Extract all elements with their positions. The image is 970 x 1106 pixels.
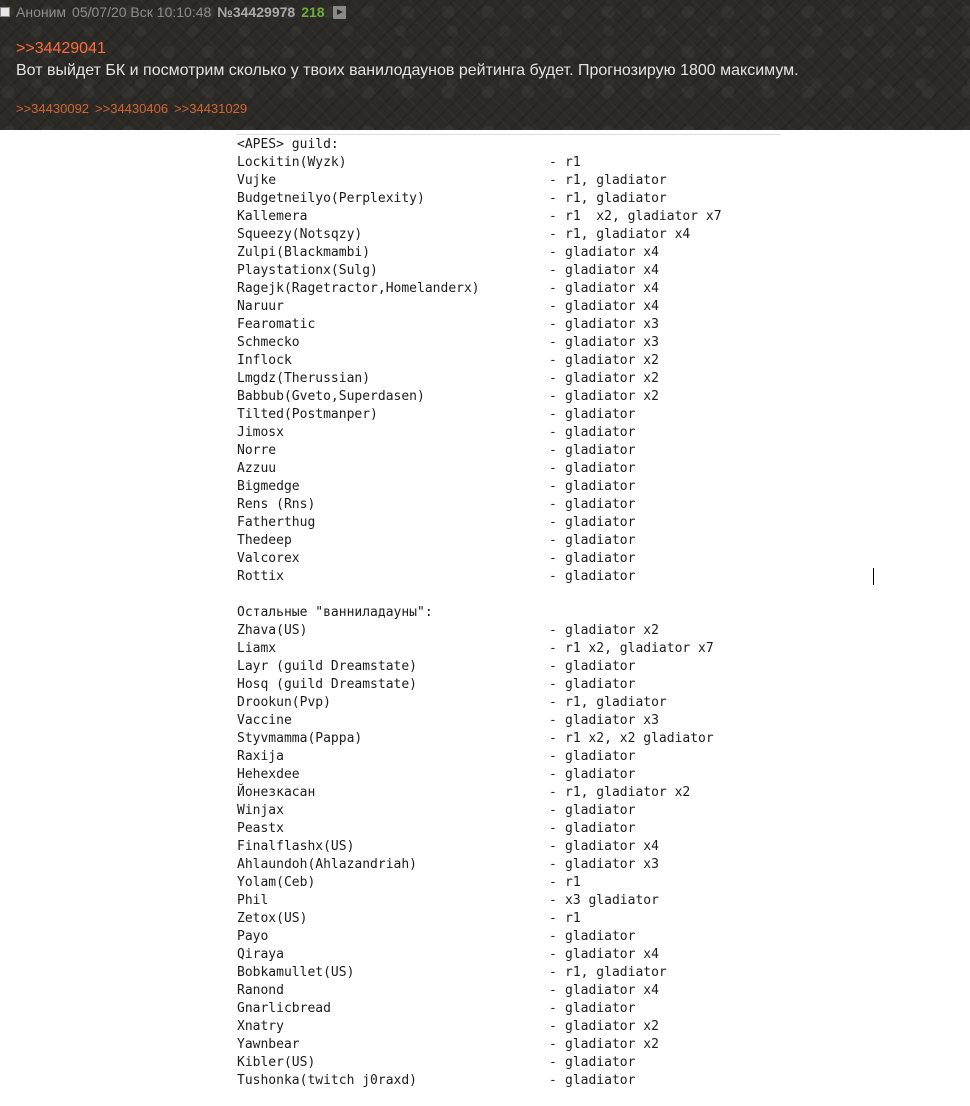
separator-dash: - (549, 767, 557, 782)
separator-dash: - (549, 1073, 557, 1088)
player-listing (0, 130, 970, 1106)
player-rank: r1 x2, gladiator x7 (565, 641, 714, 656)
separator-dash: - (549, 245, 557, 260)
separator-dash: - (549, 299, 557, 314)
separator-dash: - (549, 983, 557, 998)
player-name: Йонезкасан (237, 785, 316, 800)
player-rank: gladiator x3 (565, 713, 659, 728)
separator-dash: - (549, 947, 557, 962)
player-name: Ahlaundoh(Ahlazandriah) (237, 857, 418, 872)
section-title-others: Остальные "ванниладауны": (237, 605, 433, 620)
player-rank: r1, gladiator x4 (565, 227, 691, 242)
player-name: Finalflashx(US) (237, 839, 355, 854)
separator-dash: - (549, 893, 557, 908)
player-rank: r1, gladiator (565, 695, 667, 710)
separator-dash: - (549, 839, 557, 854)
player-rank: r1, gladiator (565, 173, 667, 188)
player-rank: r1 x2, x2 gladiator (565, 731, 714, 746)
post (0, 0, 970, 130)
post-count: 218 (301, 4, 325, 20)
player-rank: gladiator (565, 551, 636, 566)
player-rank: gladiator x2 (565, 623, 659, 638)
player-rank: gladiator (565, 497, 636, 512)
separator-dash: - (549, 569, 557, 584)
player-rank: r1, gladiator (565, 191, 667, 206)
player-rank: x3 gladiator (565, 893, 659, 908)
player-rank: gladiator x4 (565, 281, 659, 296)
player-name: Norre (237, 443, 277, 458)
separator-dash: - (549, 335, 557, 350)
player-rank: gladiator x3 (565, 335, 659, 350)
player-rank: gladiator (565, 821, 636, 836)
player-rank: r1 (565, 155, 581, 170)
player-rank: gladiator (565, 803, 636, 818)
player-rank: gladiator (565, 515, 636, 530)
player-name: Yolam(Ceb) (237, 875, 316, 890)
separator-dash: - (549, 281, 557, 296)
player-name: Kibler(US) (237, 1055, 316, 1070)
text-cursor (873, 568, 874, 585)
player-rank: gladiator (565, 533, 636, 548)
player-name: Hosq (guild Dreamstate) (237, 677, 418, 692)
player-name: Phil (237, 893, 269, 908)
player-name: Zhava(US) (237, 623, 308, 638)
player-rank: gladiator (565, 479, 636, 494)
separator-dash: - (549, 425, 557, 440)
separator-dash: - (549, 911, 557, 926)
player-rank: gladiator (565, 1073, 636, 1088)
player-name: Layr (guild Dreamstate) (237, 659, 418, 674)
post-replies (16, 101, 247, 116)
player-rank: gladiator (565, 677, 636, 692)
separator-dash: - (549, 317, 557, 332)
player-name: Xnatry (237, 1019, 284, 1034)
player-rank: gladiator (565, 1055, 636, 1070)
player-name: Peastx (237, 821, 284, 836)
reply-ref[interactable]: >>34430406 (95, 101, 169, 116)
separator-dash: - (549, 497, 557, 512)
player-rank: gladiator (565, 1001, 636, 1016)
player-rank: gladiator x3 (565, 857, 659, 872)
player-name: Lmgdz(Therussian) (237, 371, 371, 386)
player-rank: gladiator (565, 443, 636, 458)
post-message: Вот выйдет БК и посмотрим сколько у твоих ванилодаунов рейтинга будет. Прогнозирую 1800 максимум. (16, 62, 799, 79)
separator-dash: - (549, 443, 557, 458)
separator-dash: - (549, 551, 557, 566)
separator-dash: - (549, 857, 557, 872)
separator-dash: - (549, 389, 557, 404)
player-rank: gladiator x4 (565, 263, 659, 278)
separator-dash: - (549, 1055, 557, 1070)
play-icon[interactable] (333, 6, 346, 19)
player-rank: gladiator x2 (565, 371, 659, 386)
player-name: Azzuu (237, 461, 277, 476)
player-name: Drookun(Pvp) (237, 695, 331, 710)
player-name: Bigmedge (237, 479, 300, 494)
separator-dash: - (549, 173, 557, 188)
separator-dash: - (549, 407, 557, 422)
player-name: Ranond (237, 983, 284, 998)
player-name: Rottix (237, 569, 284, 584)
player-name: Liamx (237, 641, 277, 656)
player-name: Hehexdee (237, 767, 300, 782)
player-name: Budgetneilyo(Perplexity) (237, 191, 425, 206)
player-name: Ragejk(Ragetractor,Homelanderx) (237, 281, 480, 296)
separator-dash: - (549, 371, 557, 386)
post-author: Аноним (16, 4, 67, 20)
reply-link[interactable]: >>34429041 (16, 40, 106, 57)
separator-dash: - (549, 479, 557, 494)
post-date: 05/07/20 Вск 10:10:48 (72, 4, 212, 20)
player-name: Jimosx (237, 425, 284, 440)
separator-dash: - (549, 353, 557, 368)
player-name: Playstationx(Sulg) (237, 263, 378, 278)
player-name: Qiraya (237, 947, 284, 962)
player-name: Lockitin(Wyzk) (237, 155, 347, 170)
separator-dash: - (549, 965, 557, 980)
player-name: Tilted(Postmanper) (237, 407, 378, 422)
player-name: Squeezy(Notsqzy) (237, 227, 363, 242)
player-rank: gladiator (565, 461, 636, 476)
player-rank: gladiator x2 (565, 1019, 659, 1034)
player-rank: gladiator x2 (565, 389, 659, 404)
divider (236, 134, 781, 135)
separator-dash: - (549, 803, 557, 818)
player-name: Kallemera (237, 209, 308, 224)
reply-ref[interactable]: >>34431029 (174, 101, 248, 116)
player-name: Thedeep (237, 533, 292, 548)
player-rank: gladiator x4 (565, 245, 659, 260)
player-name: Payo (237, 929, 269, 944)
separator-dash: - (549, 713, 557, 728)
player-name: Bobkamullet(US) (237, 965, 355, 980)
post-select-checkbox[interactable] (0, 7, 10, 17)
player-rank: gladiator (565, 929, 636, 944)
separator-dash: - (549, 659, 557, 674)
separator-dash: - (549, 461, 557, 476)
player-rank: r1, gladiator x2 (565, 785, 691, 800)
separator-dash: - (549, 155, 557, 170)
separator-dash: - (549, 227, 557, 242)
player-name: Schmecko (237, 335, 300, 350)
separator-dash: - (549, 533, 557, 548)
player-name: Zetox(US) (237, 911, 308, 926)
player-rank: gladiator (565, 569, 636, 584)
player-name: Styvmamma(Pappa) (237, 731, 363, 746)
player-rank: r1, gladiator (565, 965, 667, 980)
player-name: Zulpi(Blackmambi) (237, 245, 371, 260)
player-rank: gladiator (565, 659, 636, 674)
separator-dash: - (549, 1037, 557, 1052)
separator-dash: - (549, 929, 557, 944)
player-name: Rens (Rns) (237, 497, 316, 512)
separator-dash: - (549, 209, 557, 224)
separator-dash: - (549, 731, 557, 746)
player-name: Winjax (237, 803, 284, 818)
player-rank: gladiator (565, 407, 636, 422)
separator-dash: - (549, 191, 557, 206)
player-name: Yawnbear (237, 1037, 300, 1052)
separator-dash: - (549, 677, 557, 692)
player-name: Raxija (237, 749, 284, 764)
separator-dash: - (549, 641, 557, 656)
player-rank: r1 x2, gladiator x7 (565, 209, 722, 224)
player-name: Babbub(Gveto,Superdasen) (237, 389, 425, 404)
separator-dash: - (549, 749, 557, 764)
player-name: Vaccine (237, 713, 292, 728)
player-name: Naruur (237, 299, 284, 314)
player-name: Vujke (237, 173, 277, 188)
player-name: Inflock (237, 353, 292, 368)
separator-dash: - (549, 515, 557, 530)
post-number[interactable]: №34429978 (217, 4, 296, 20)
player-name: Valcorex (237, 551, 300, 566)
player-rank: gladiator (565, 767, 636, 782)
player-rank: gladiator x4 (565, 983, 659, 998)
player-rank: gladiator x2 (565, 1037, 659, 1052)
post-header (0, 2, 346, 22)
separator-dash: - (549, 875, 557, 890)
player-name: Fearomatic (237, 317, 316, 332)
player-rank: r1 (565, 911, 581, 926)
reply-ref[interactable]: >>34430092 (16, 101, 90, 116)
separator-dash: - (549, 623, 557, 638)
player-name: Gnarlicbread (237, 1001, 331, 1016)
player-rank: gladiator (565, 749, 636, 764)
separator-dash: - (549, 1001, 557, 1016)
separator-dash: - (549, 263, 557, 278)
player-rank: r1 (565, 875, 581, 890)
player-rank: gladiator x2 (565, 353, 659, 368)
player-rank: gladiator x4 (565, 299, 659, 314)
separator-dash: - (549, 821, 557, 836)
player-rank: gladiator x3 (565, 317, 659, 332)
separator-dash: - (549, 785, 557, 800)
section-title-apes: <APES> guild: (237, 137, 339, 152)
player-name: Fatherthug (237, 515, 316, 530)
player-rank: gladiator x4 (565, 839, 659, 854)
player-rank: gladiator x4 (565, 947, 659, 962)
player-rank: gladiator (565, 425, 636, 440)
player-name: Tushonka(twitch j0raxd) (237, 1073, 418, 1088)
separator-dash: - (549, 1019, 557, 1034)
separator-dash: - (549, 695, 557, 710)
